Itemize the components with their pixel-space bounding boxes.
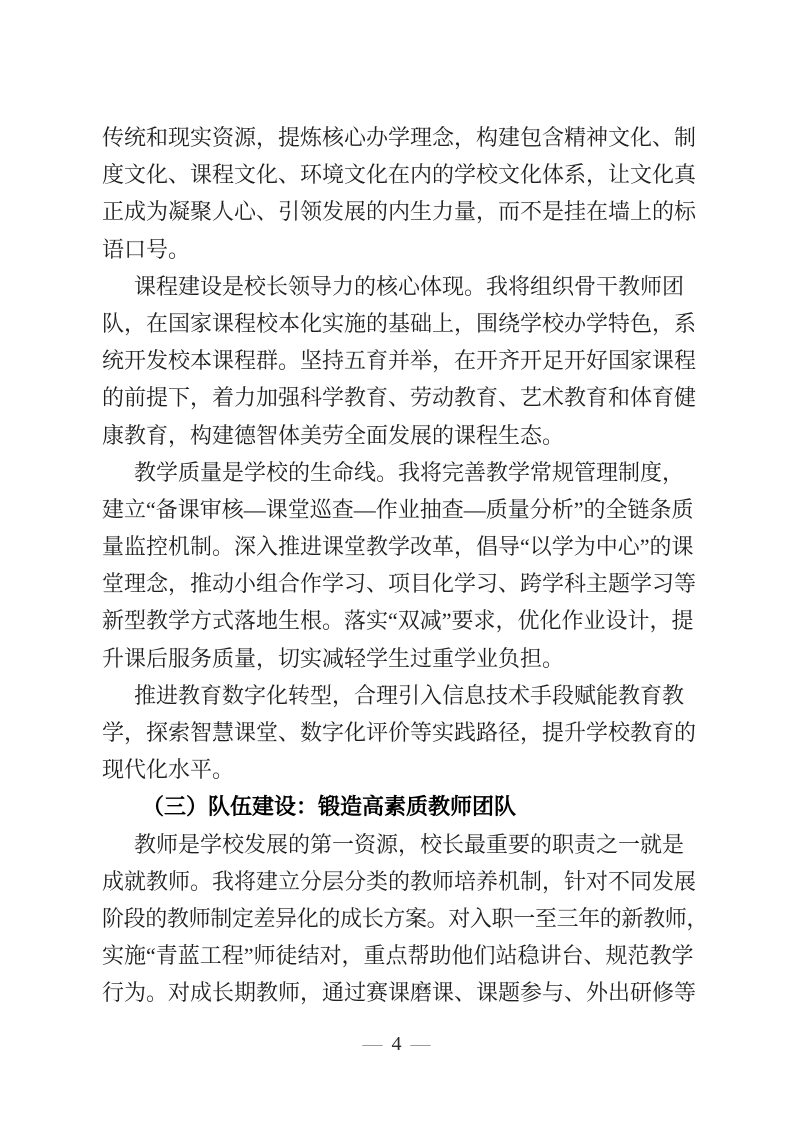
text-line: 行为。对成长期教师，通过赛课磨课、课题参与、外出研修等 — [102, 980, 697, 1006]
footer-dash-left: — — [362, 1033, 383, 1055]
paragraph-curriculum — [102, 268, 708, 454]
text-line: 教学质量是学校的生命线。我将完善教学常规管理制度， — [134, 459, 685, 485]
text-line: 推进教育数字化转型，合理引入信息技术手段赋能教育教 — [134, 682, 685, 708]
text-line: 阶段的教师制定差异化的成长方案。对入职一至三年的新教师， — [102, 905, 709, 931]
text-line: 量监控机制。深入推进课堂教学改革，倡导“以学为中心”的课 — [102, 534, 694, 560]
text-line: 升课后服务质量，切实减轻学生过重学业负担。 — [102, 645, 565, 671]
text-line: 课程建设是校长领导力的核心体现。我将组织骨干教师团 — [134, 273, 685, 299]
text-line: 学，探索智慧课堂、数字化评价等实践路径，提升学校教育的 — [102, 720, 697, 745]
text-line: 实施“青蓝工程”师徒结对，重点帮助他们站稳讲台、规范教学 — [102, 943, 694, 969]
text-line: 康教育，构建德智体美劳全面发展的课程生态。 — [102, 422, 565, 448]
text-line: 堂理念，推动小组合作学习、项目化学习、跨学科主题学习等 — [102, 571, 697, 597]
document-body — [102, 119, 708, 1012]
text-line: 现代化水平。 — [102, 757, 235, 783]
section-heading-line: （三）队伍建设：锻造高素质教师团队 — [142, 794, 517, 820]
text-line: 传统和现实资源，提炼核心办学理念，构建包含精神文化、制 — [102, 125, 697, 150]
text-line: 统开发校本课程群。坚持五育并举，在开齐开足开好国家课程 — [102, 348, 697, 374]
page-footer — [0, 1032, 793, 1056]
paragraph-culture — [102, 119, 708, 268]
footer-dash-right: — — [410, 1033, 431, 1055]
paragraph-teacher-development — [102, 826, 708, 1012]
heading-section-3 — [102, 788, 708, 825]
paragraph-teaching-quality — [102, 454, 708, 677]
text-line: 度文化、课程文化、环境文化在内的学校文化体系，让文化真 — [102, 162, 697, 188]
text-line: 队，在国家课程校本化实施的基础上，围绕学校办学特色，系 — [102, 310, 697, 336]
paragraph-digital-transformation — [102, 677, 708, 789]
text-line: 语口号。 — [102, 236, 191, 262]
text-line: 成就教师。我将建立分层分类的教师培养机制，针对不同发展 — [102, 868, 697, 894]
text-line: 建立“备课审核—课堂巡查—作业抽查—质量分析”的全链条质 — [102, 496, 694, 522]
text-line: 教师是学校发展的第一资源，校长最重要的职责之一就是 — [134, 831, 685, 857]
text-line: 的前提下，着力加强科学教育、劳动教育、艺术教育和体育健 — [102, 385, 697, 411]
text-line: 正成为凝聚人心、引领发展的内生力量，而不是挂在墙上的标 — [102, 199, 697, 225]
text-line: 新型教学方式落地生根。落实“双减”要求，优化作业设计，提 — [102, 608, 694, 634]
page-number: 4 — [391, 1033, 402, 1055]
